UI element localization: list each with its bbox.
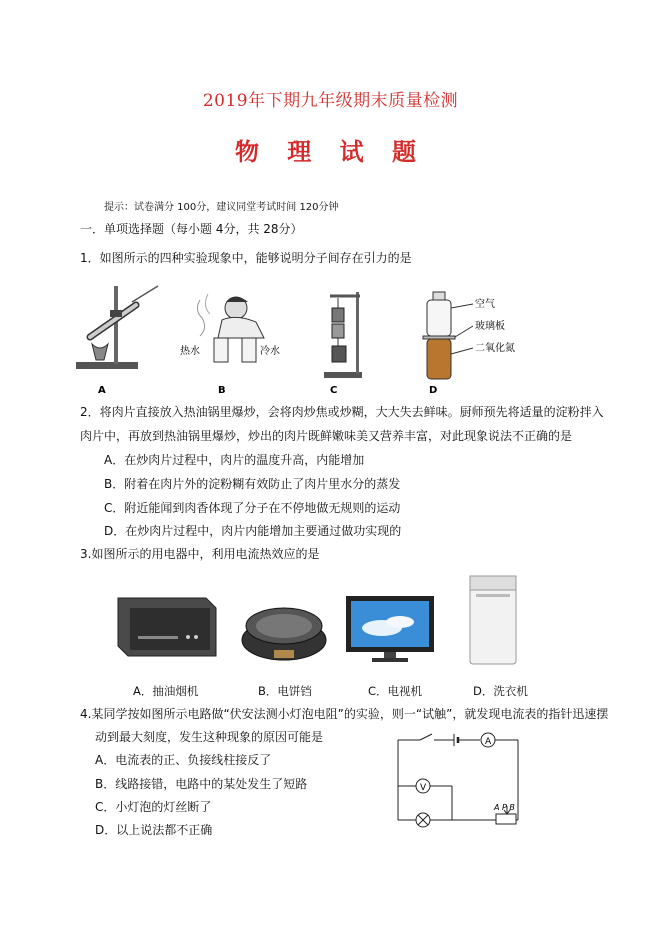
q4-stem-line1: 4.某同学按如图所示电路做“伏安法测小灯泡电阻”的实验，则一“试触”，就发现电流表的指针迅速摆 (80, 707, 609, 721)
exam-title: 2019年下期九年级期末质量检测 (202, 91, 459, 111)
q2-option-b: B．附着在肉片外的淀粉糊有效防止了肉片里水分的蒸发 (104, 477, 401, 491)
voltmeter-symbol: V (420, 783, 427, 793)
d-air-label: 空气 (475, 299, 495, 310)
q4-option-a: A．电流表的正、负接线柱接反了 (95, 753, 272, 767)
figure-b-diffusion (178, 280, 293, 400)
q3-caption-a: A．抽油烟机 (133, 684, 199, 698)
q4-option-b: B．线路接错，电路中的某处发生了短路 (95, 777, 308, 791)
q2-stem-line2: 肉片中，再放到热油锅里爆炒，炒出的肉片既鲜嫩味美又营养丰富，对此现象说法不正确的是 (80, 429, 573, 443)
figure-label-c: C (330, 385, 338, 396)
q4-stem-line2: 动到最大刻度，发生这种现象的原因可能是 (95, 730, 324, 744)
figure-label-a: A (98, 385, 106, 396)
rheostat-label: A P B (494, 803, 515, 812)
q4-circuit-diagram (390, 728, 530, 830)
q3-caption-c: C．电视机 (368, 684, 423, 698)
q3-caption-b: B．电饼铛 (258, 684, 312, 698)
b-cold-water-label: 冷水 (260, 346, 280, 357)
q2-option-c: C．附近能闻到肉香体现了分子在不停地做无规则的运动 (104, 501, 401, 515)
q2-option-a: A．在炒肉片过程中，肉片的温度升高，内能增加 (104, 453, 365, 467)
range-hood-image (110, 590, 222, 668)
television-image (342, 592, 438, 666)
washing-machine-image (464, 572, 522, 668)
q3-appliance-images (110, 572, 530, 672)
figure-c-lead-blocks (310, 280, 380, 400)
figure-d-gas-diffusion (415, 280, 525, 400)
subject-title: 物 理 试 题 (234, 137, 427, 166)
q2-stem-line1: 2．将肉片直接放入热油锅里爆炒，会将肉炒焦或炒糊，大大失去鲜味。厨师预先将适量的淀粉拌入 (80, 405, 604, 419)
electric-griddle-image (238, 600, 330, 666)
q1-figures (70, 280, 530, 400)
q3-stem: 3.如图所示的用电器中，利用电流热效应的是 (80, 547, 320, 561)
figure-a-test-tube-heating (70, 280, 165, 400)
q3-caption-d: D．洗衣机 (473, 684, 528, 698)
q4-option-c: C．小灯泡的灯丝断了 (95, 800, 212, 814)
figure-label-d: D (429, 385, 438, 396)
d-glass-label: 玻璃板 (475, 321, 505, 332)
q2-option-d: D．在炒肉片过程中，肉片内能增加主要通过做功实现的 (104, 524, 402, 538)
b-hot-water-label: 热水 (180, 346, 200, 357)
ammeter-symbol: A (485, 737, 492, 747)
section-heading: 一．单项选择题（每小题 4分，共 28分） (80, 222, 303, 236)
d-gas-label: 二氧化氮 (475, 343, 515, 354)
q4-option-d: D．以上说法都不正确 (95, 823, 213, 837)
figure-label-b: B (218, 385, 226, 396)
q1-stem: 1．如图所示的四种实验现象中，能够说明分子间存在引力的是 (80, 251, 412, 265)
exam-tip: 提示：试卷满分 100分，建议同堂考试时间 120分钟 (104, 202, 339, 213)
